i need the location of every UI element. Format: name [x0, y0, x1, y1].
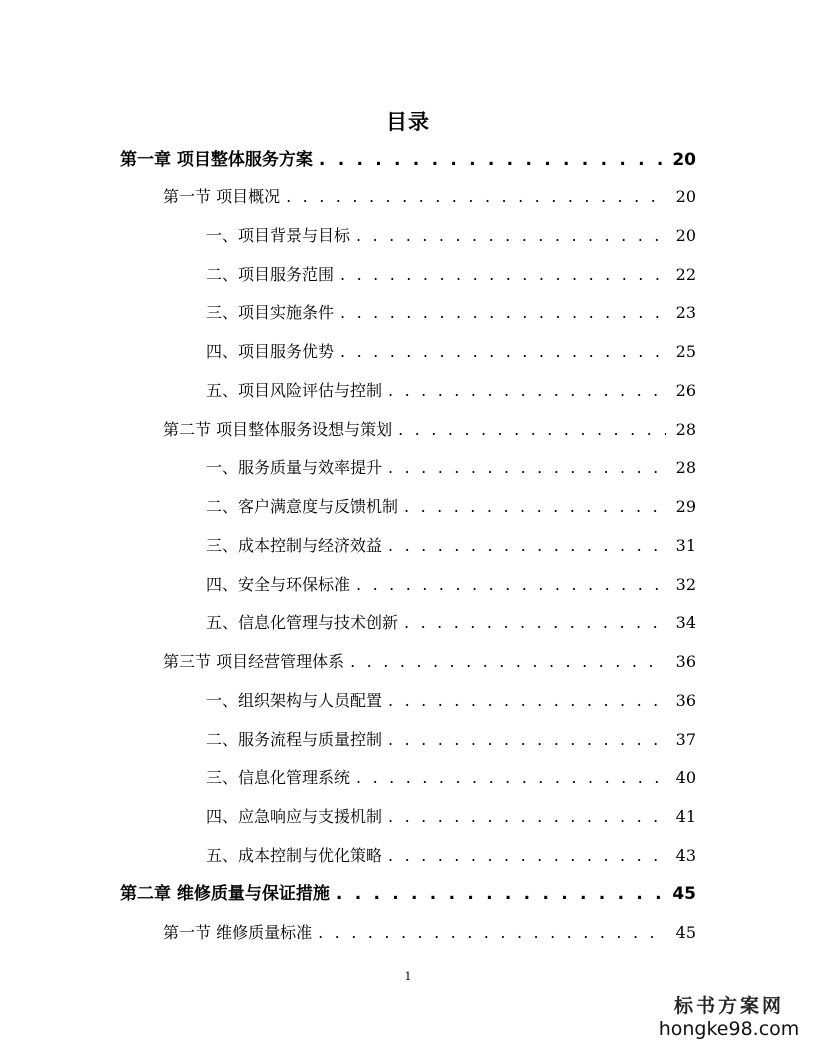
toc-entry-label: 二、客户满意度与反馈机制: [206, 497, 399, 516]
toc-entry-label: 三、项目实施条件: [206, 303, 335, 322]
toc-entry[interactable]: [206, 221, 696, 251]
toc-entry[interactable]: [206, 763, 696, 793]
watermark-url: hongke98.com: [658, 1018, 800, 1040]
toc-entry-page: 25: [675, 342, 696, 361]
dot-leader: [340, 298, 666, 328]
toc-entry-page: 31: [675, 536, 696, 555]
toc-entry-page: 37: [675, 730, 696, 749]
toc-entry[interactable]: [206, 725, 696, 755]
toc-entry-page: 28: [675, 420, 696, 439]
toc-entry[interactable]: [206, 686, 696, 716]
dot-leader: [319, 145, 664, 175]
toc-entry-label: 第三节 项目经营管理体系: [163, 652, 345, 671]
toc-entry[interactable]: [206, 531, 696, 561]
toc-entry[interactable]: [120, 145, 696, 175]
toc-entry-page: 40: [675, 768, 696, 787]
toc-entry-page: 41: [675, 807, 696, 826]
dot-leader: [336, 879, 664, 909]
toc-entry-page: 28: [675, 458, 696, 477]
toc-entry[interactable]: [120, 879, 696, 909]
toc-entry[interactable]: [206, 298, 696, 328]
dot-leader: [388, 725, 666, 755]
toc-entry[interactable]: [163, 918, 696, 948]
dot-leader: [340, 337, 666, 367]
toc-entry-label: 第一章 项目整体服务方案: [120, 150, 313, 170]
dot-leader: [388, 686, 666, 716]
toc-entry[interactable]: [206, 453, 696, 483]
dot-leader: [388, 453, 666, 483]
toc-entry-page: 29: [675, 497, 696, 516]
toc-entry-label: 第一节 项目概况: [163, 187, 281, 206]
toc-entry-page: 32: [675, 575, 696, 594]
toc-entry-label: 三、信息化管理系统: [206, 768, 351, 787]
toc-entry[interactable]: [163, 647, 696, 677]
toc-title: 目录: [386, 110, 430, 134]
toc-entry-label: 三、成本控制与经济效益: [206, 536, 383, 555]
dot-leader: [388, 841, 666, 871]
toc-entry[interactable]: [206, 608, 696, 638]
toc-entry[interactable]: [206, 337, 696, 367]
dot-leader: [286, 182, 666, 212]
dot-leader: [388, 802, 666, 832]
toc-entry-label: 第二节 项目整体服务设想与策划: [163, 420, 393, 439]
watermark-logo: [654, 991, 804, 1040]
toc-entry-label: 四、项目服务优势: [206, 342, 335, 361]
dot-leader: [404, 608, 666, 638]
toc-entry-page: 26: [675, 381, 696, 400]
watermark-name: 标书方案网: [673, 995, 784, 1017]
toc-entry-page: 43: [675, 846, 696, 865]
toc-entry-label: 二、服务流程与质量控制: [206, 730, 383, 749]
toc-entry-label: 一、组织架构与人员配置: [206, 691, 383, 710]
dot-leader: [340, 260, 666, 290]
toc-entry-page: 45: [675, 923, 696, 942]
dot-leader: [356, 763, 666, 793]
toc-entry[interactable]: [163, 415, 696, 445]
toc-entry-page: 20: [672, 150, 696, 170]
toc-entry-label: 二、项目服务范围: [206, 265, 335, 284]
dot-leader: [356, 570, 666, 600]
toc-entry-label: 第二章 维修质量与保证措施: [120, 884, 330, 904]
dot-leader: [356, 221, 666, 251]
toc-entry-label: 一、项目背景与目标: [206, 226, 351, 245]
toc-entry-page: 22: [675, 265, 696, 284]
toc-entry-page: 23: [675, 303, 696, 322]
toc-entry-page: 20: [675, 226, 696, 245]
toc-entry-label: 四、应急响应与支援机制: [206, 807, 383, 826]
toc-entry-page: 36: [675, 691, 696, 710]
toc-entry-label: 第一节 维修质量标准: [163, 923, 313, 942]
dot-leader: [388, 531, 666, 561]
toc-entry-label: 一、服务质量与效率提升: [206, 458, 383, 477]
toc-entry-page: 34: [675, 613, 696, 632]
toc-entry[interactable]: [206, 802, 696, 832]
toc-entry-label: 五、成本控制与优化策略: [206, 846, 383, 865]
toc-entry-label: 四、安全与环保标准: [206, 575, 351, 594]
toc-entry[interactable]: [206, 841, 696, 871]
toc-entry[interactable]: [206, 260, 696, 290]
dot-leader: [350, 647, 666, 677]
toc-entry-page: 20: [675, 187, 696, 206]
toc-entry[interactable]: [206, 570, 696, 600]
toc-entry[interactable]: [206, 376, 696, 406]
dot-leader: [398, 415, 666, 445]
toc-entry-label: 五、项目风险评估与控制: [206, 381, 383, 400]
toc-entry[interactable]: [206, 492, 696, 522]
toc-entry[interactable]: [163, 182, 696, 212]
dot-leader: [318, 918, 666, 948]
page-number: 1: [404, 970, 412, 983]
dot-leader: [388, 376, 666, 406]
dot-leader: [404, 492, 666, 522]
toc-entry-page: 45: [672, 884, 696, 904]
toc-entry-page: 36: [675, 652, 696, 671]
toc-entry-label: 五、信息化管理与技术创新: [206, 613, 399, 632]
